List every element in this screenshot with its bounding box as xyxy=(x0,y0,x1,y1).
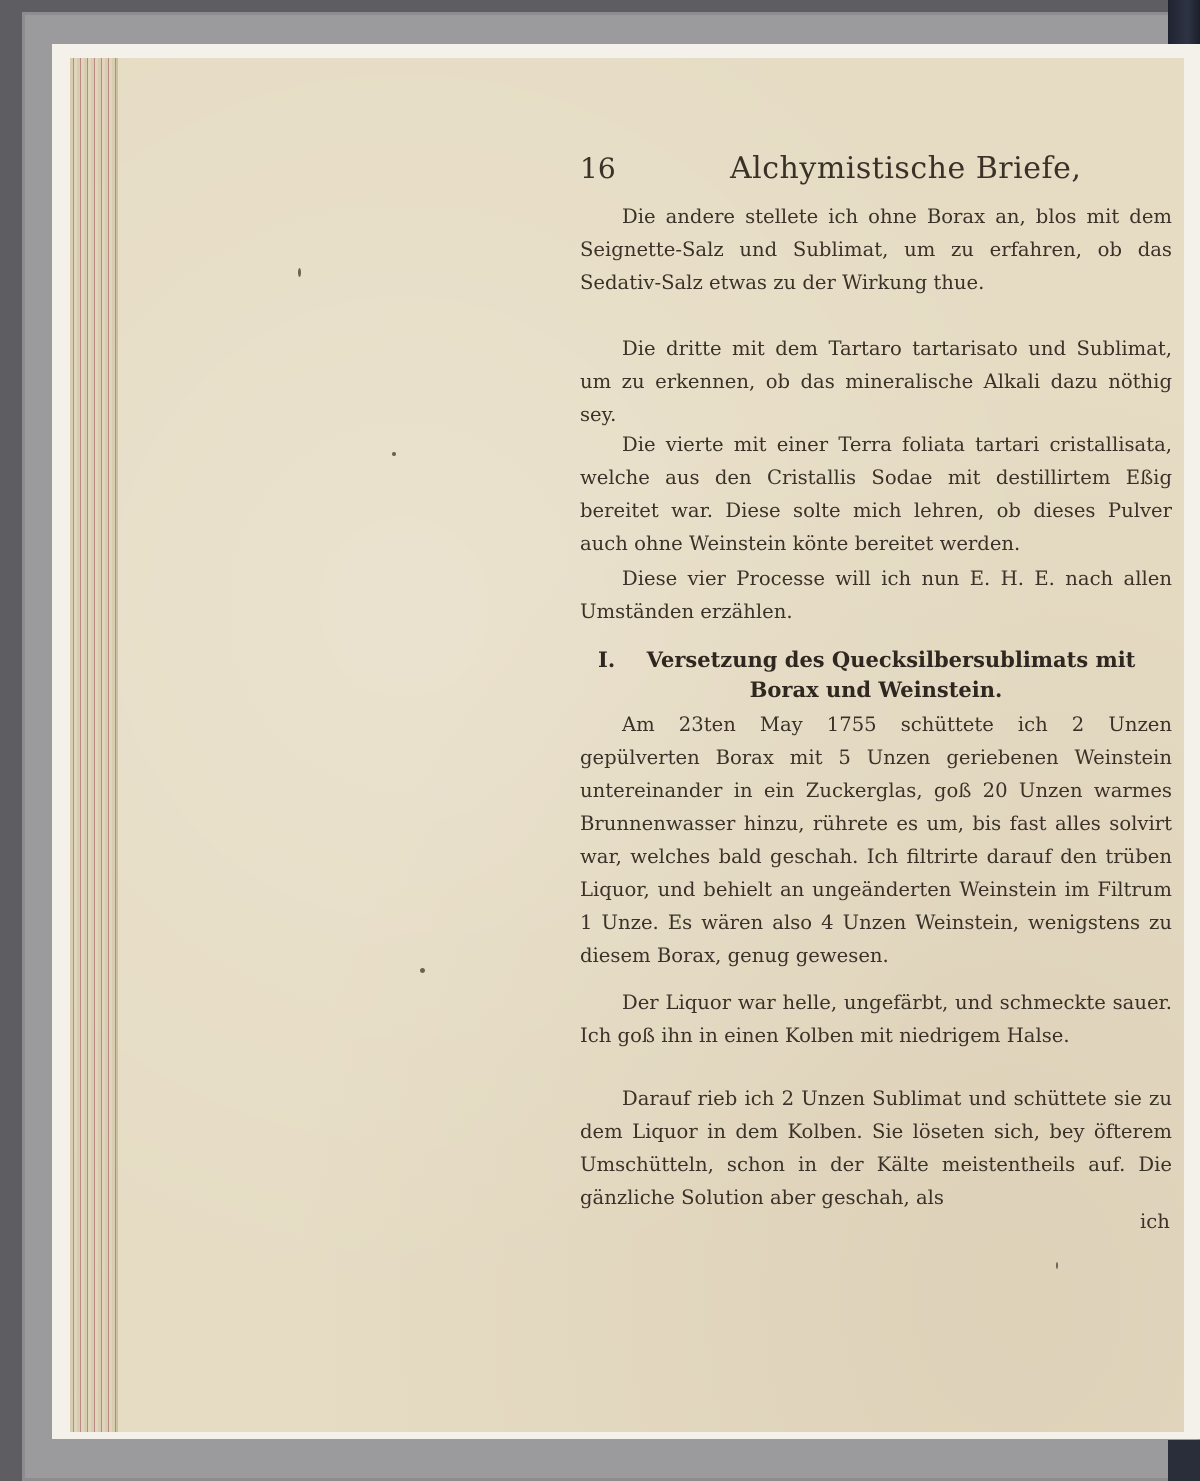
running-head xyxy=(580,146,1180,192)
running-title: Alchymistische Briefe, xyxy=(730,151,1082,186)
paragraph-4: Diese vier Processe will ich nun E. H. E. nach allen Umständen erzählen. xyxy=(580,567,1172,623)
page-gutter-line xyxy=(116,58,118,1432)
section-heading-line-1: Versetzung des Quecksilbersublimats mit xyxy=(646,647,1136,672)
section-heading-line-2: Borax und Weinstein. xyxy=(749,677,1003,702)
foxing-speck xyxy=(1056,1262,1058,1269)
page-number: 16 xyxy=(580,152,616,185)
section-paragraph-1: Am 23ten May 1755 schüttete ich 2 Unzen gepülverten Borax mit 5 Unzen geriebenen Weinstein untereinander in ein Zuckerglas, goß 20 Unzen warmes Brunnenwasser hinzu, rührete es um, bis fast alles solvirt war, welches bald geschah. Ich filtrirte darauf den trüben Liquor, und behielt an ungeänderten Weinstein im Filtrum 1 Unze. Es wären also 4 Unzen Weinstein, wenigstens zu diesem Borax, genug gewesen. xyxy=(580,713,1172,967)
page-edges-red xyxy=(70,58,116,1432)
foxing-speck xyxy=(420,968,425,973)
section-numeral: I. xyxy=(598,647,616,672)
catchword: ich xyxy=(1140,1210,1170,1233)
paragraph-2: Die dritte mit dem Tartaro tartarisato und Sublimat, um zu erkennen, ob das mineralische Alkali dazu nöthig sey. xyxy=(580,337,1172,426)
paragraph-3: Die vierte mit einer Terra foliata tartari cristallisata, welche aus den Cristallis Sodae mit destillirtem Eßig bereitet war. Diese solte mich lehren, ob dieses Pulver auch ohne Weinstein könte bereitet werden. xyxy=(580,433,1172,555)
section-paragraph-3: Darauf rieb ich 2 Unzen Sublimat und schüttete sie zu dem Liquor in dem Kolben. Sie löseten sich, bey öfterem Umschütteln, schon in der Kälte meistentheils auf. Die gänzliche Solution aber geschah, als xyxy=(580,1087,1172,1209)
section-paragraph-2: Der Liquor war helle, ungefärbt, und schmeckte sauer. Ich goß ihn in einen Kolben mit niedrigem Halse. xyxy=(580,991,1172,1047)
paragraph-1: Die andere stellete ich ohne Borax an, blos mit dem Seignette-Salz und Sublimat, um zu erfahren, ob das Sedativ-Salz etwas zu der Wirkung thue. xyxy=(580,205,1172,294)
foxing-speck xyxy=(298,268,301,277)
spine-band-bottom xyxy=(1168,1440,1200,1481)
foxing-speck xyxy=(392,452,396,456)
